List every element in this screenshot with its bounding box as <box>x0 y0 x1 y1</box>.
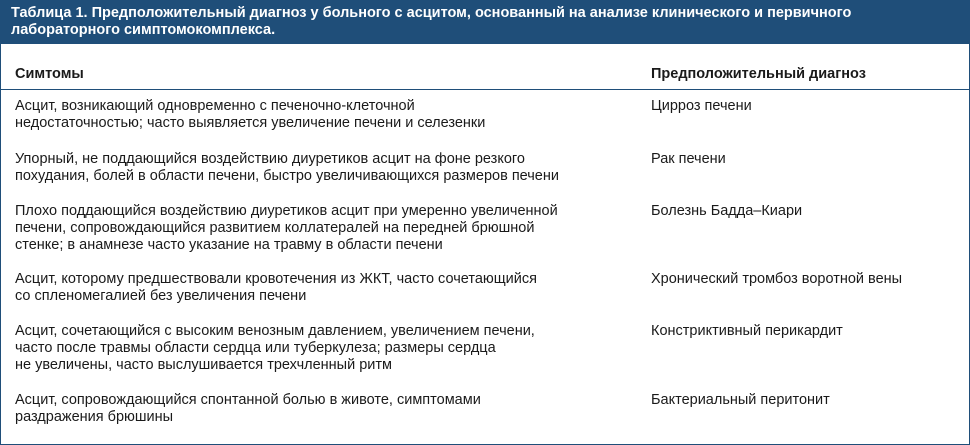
symptoms-line: Асцит, сочетающийся с высоким венозным давлением, увеличением печени, <box>15 323 535 339</box>
symptoms-cell <box>15 98 625 132</box>
diagnosis-cell: Цирроз печени <box>651 98 752 114</box>
diagnosis-cell: Болезнь Бадда–Киари <box>651 203 803 219</box>
table-grid <box>1 44 969 425</box>
symptoms-line: Плохо поддающийся воздействию диуретиков асцит при умеренно увеличенной <box>15 203 558 219</box>
symptoms-line: похудания, болей в области печени, быстро увеличивающихся размеров печени <box>15 168 559 184</box>
symptoms-line: Асцит, которому предшествовали кровотечения из ЖКТ, часто сочетающийся <box>15 271 537 287</box>
table-caption <box>1 1 969 44</box>
symptoms-line: Асцит, сопровождающийся спонтанной болью в животе, симптомами <box>15 392 481 408</box>
table-header-row <box>1 44 969 90</box>
symptoms-line: не увеличены, часто выслушивается трехчленный ритм <box>15 357 392 373</box>
symptoms-line: раздражения брюшины <box>15 409 174 425</box>
diagnosis-cell: Хронический тромбоз воротной вены <box>651 271 903 287</box>
symptoms-line: часто после травмы области сердца или туберкулеза; размеры сердца <box>15 340 496 356</box>
symptoms-line: Асцит, возникающий одновременно с печеночно-клеточной <box>15 98 415 114</box>
symptoms-line: Упорный, не поддающийся воздействию диуретиков асцит на фоне резкого <box>15 151 525 167</box>
symptoms-cell <box>15 392 625 426</box>
header-symptoms: Симтомы <box>15 66 84 82</box>
diagnosis-cell: Рак печени <box>651 151 726 167</box>
caption-line-2: лабораторного симптомокомплекса. <box>11 22 276 38</box>
symptoms-line: печени, сопровождающийся развитием коллатералей на передней брюшной <box>15 220 535 236</box>
symptoms-line: недостаточностью; часто выявляется увеличение печени и селезенки <box>15 115 486 131</box>
caption-line-1: Таблица 1. Предположительный диагноз у больного с асцитом, основанный на анализе клинического и первичного <box>11 5 852 21</box>
symptoms-cell <box>15 203 625 254</box>
symptoms-cell <box>15 271 625 305</box>
symptoms-line: со спленомегалией без увеличения печени <box>15 288 307 304</box>
diagnosis-cell: Констриктивный перикардит <box>651 323 843 339</box>
symptoms-cell <box>15 151 625 185</box>
diagnosis-cell: Бактериальный перитонит <box>651 392 830 408</box>
header-diagnosis: Предположительный диагноз <box>651 66 866 82</box>
symptoms-cell <box>15 323 625 374</box>
symptoms-line: стенке; в анамнезе часто указание на травму в области печени <box>15 237 443 253</box>
